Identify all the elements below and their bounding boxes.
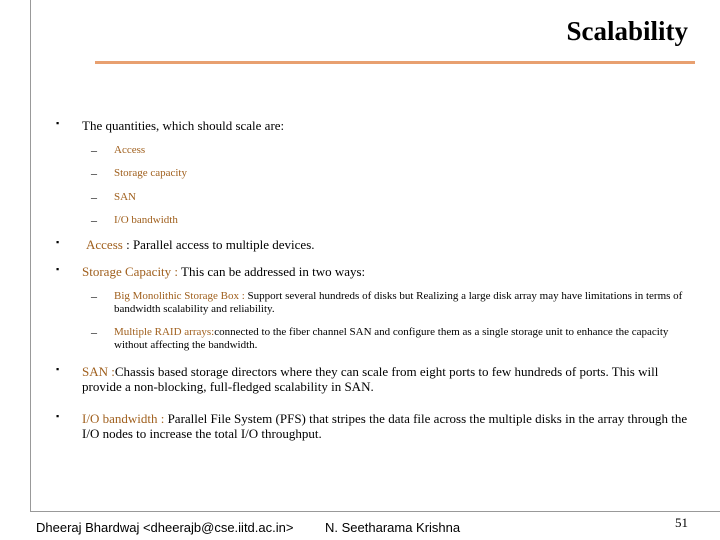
raid-text: connected to the fiber channel SAN and configure them as a single storage unit to enhance the capacity without affecting the bandwidth. bbox=[114, 326, 669, 351]
bullet-marker: ▪ bbox=[56, 237, 60, 247]
dash-marker: – bbox=[91, 166, 97, 180]
title-underline bbox=[95, 61, 695, 64]
storage-text: This can be addressed in two ways: bbox=[178, 264, 366, 279]
dash-marker: – bbox=[91, 213, 97, 227]
access-text: : Parallel access to multiple devices. bbox=[122, 237, 315, 252]
bullet-san bbox=[82, 364, 692, 394]
sub-item-io-bandwidth: I/O bandwidth bbox=[114, 214, 178, 226]
bullet-marker: ▪ bbox=[56, 118, 60, 128]
sub-item-storage-capacity: Storage capacity bbox=[114, 167, 187, 179]
access-heading: Access bbox=[86, 237, 123, 252]
left-border-line bbox=[30, 0, 31, 512]
sub-item-raid bbox=[114, 326, 699, 351]
dash-marker: – bbox=[91, 190, 97, 204]
footer-coauthor: N. Seetharama Krishna bbox=[325, 520, 461, 535]
bottom-border-line bbox=[30, 511, 720, 512]
raid-heading: Multiple RAID arrays: bbox=[114, 326, 215, 338]
footer-author: Dheeraj Bhardwaj <dheerajb@cse.iitd.ac.in> bbox=[36, 520, 294, 535]
sub-item-access: Access bbox=[114, 144, 146, 156]
dash-marker: – bbox=[91, 325, 97, 339]
monolithic-text: Support several hundreds of disks but Realizing a large disk array may have limitations in terms of bandwidth scalability and reliability. bbox=[114, 290, 683, 315]
dash-marker: – bbox=[91, 289, 97, 303]
slide-title: Scalability bbox=[566, 16, 688, 46]
bullet-marker: ▪ bbox=[56, 364, 60, 374]
bullet-quantities: The quantities, which should scale are: bbox=[82, 118, 285, 133]
sub-item-monolithic bbox=[114, 290, 699, 315]
monolithic-heading: Big Monolithic Storage Box : bbox=[114, 290, 245, 302]
san-text: Chassis based storage directors where they can scale from eight ports to few hundreds of ports. This will provide a non-blocking, full-fledged scalability in SAN. bbox=[82, 364, 659, 394]
san-heading: SAN : bbox=[82, 364, 115, 379]
bullet-marker: ▪ bbox=[56, 411, 60, 421]
bullet-marker: ▪ bbox=[56, 264, 60, 274]
storage-heading: Storage Capacity : bbox=[82, 264, 179, 279]
bullet-io-bandwidth bbox=[82, 411, 692, 441]
bullet-storage-capacity bbox=[82, 264, 692, 279]
sub-item-san: SAN bbox=[114, 191, 137, 203]
page-number: 51 bbox=[675, 515, 688, 530]
io-text: Parallel File System (PFS) that stripes the data file across the multiple disks in the array through the I/O nodes to increase the total I/O throughput. bbox=[82, 411, 688, 441]
bullet-access bbox=[86, 237, 696, 252]
dash-marker: – bbox=[91, 143, 97, 157]
io-heading: I/O bandwidth : bbox=[82, 411, 165, 426]
